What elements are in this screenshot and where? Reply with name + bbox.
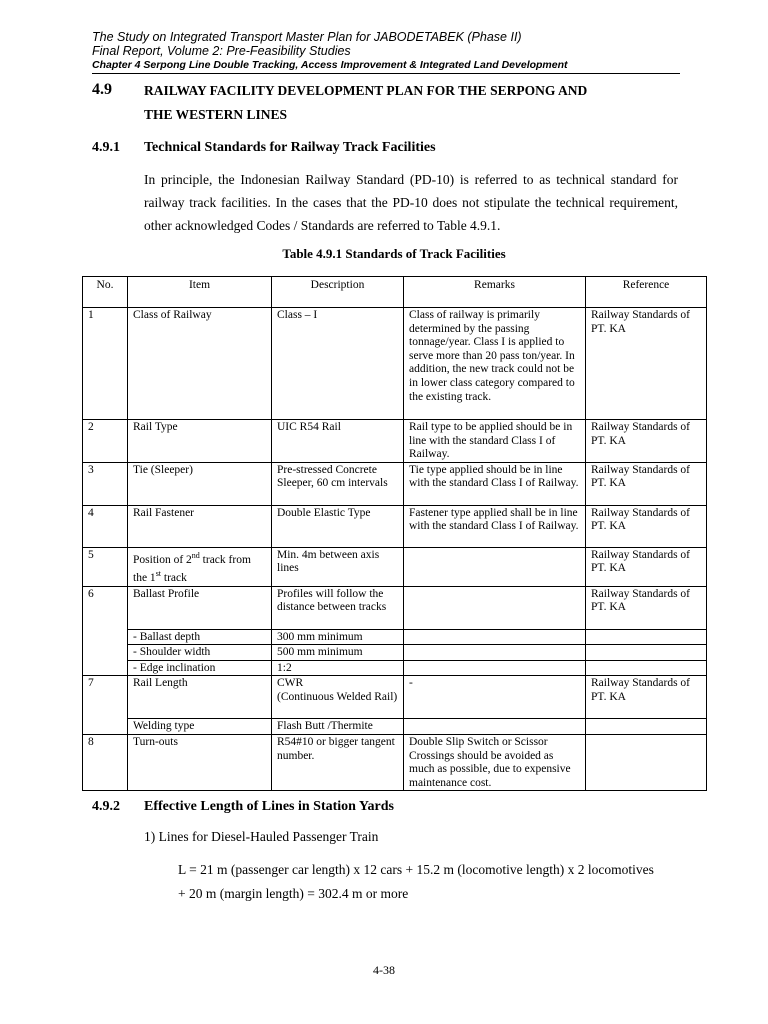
table-row [83, 586, 707, 629]
table-row [83, 420, 707, 463]
cell-remarks: Class of railway is primarily determined by the passing tonnage/year. Class I is applied to serve more than 20 pass ton/year. In addition, the new track could not be in lower class category compared to the existing track. [404, 308, 586, 420]
item-superscript: st [155, 569, 162, 579]
cell-remarks: - [404, 676, 586, 719]
length-formula [178, 858, 678, 906]
cell-reference: Railway Standards of PT. KA [586, 420, 707, 463]
cell-remarks [404, 645, 586, 661]
cell-item: - Edge inclination [128, 660, 272, 676]
header-no: No. [83, 277, 128, 308]
subsection-title: Technical Standards for Railway Track Facilities [144, 140, 436, 155]
header-item: Item [128, 277, 272, 308]
cell-reference [586, 719, 707, 735]
table-row [83, 547, 707, 586]
cell-item: Ballast Profile [128, 586, 272, 629]
cell-description: 500 mm minimum [272, 645, 404, 661]
cell-no: 1 [83, 308, 128, 420]
cell-description: CWR (Continuous Welded Rail) [272, 676, 404, 719]
formula-line-1: L = 21 m (passenger car length) x 12 cars + 15.2 m (locomotive length) x 2 locomotives [178, 862, 654, 877]
cell-item: Rail Fastener [128, 505, 272, 547]
item-text: track [161, 572, 187, 585]
cell-remarks [404, 629, 586, 645]
header-rule [92, 73, 680, 74]
cell-reference: Railway Standards of PT. KA [586, 547, 707, 586]
subsection-number: 4.9.1 [92, 140, 120, 155]
cell-description: Min. 4m between axis lines [272, 547, 404, 586]
table-caption: Table 4.9.1 Standards of Track Facilities [282, 246, 506, 261]
cell-reference: Railway Standards of PT. KA [586, 462, 707, 505]
cell-description: UIC R54 Rail [272, 420, 404, 463]
cell-item: Class of Railway [128, 308, 272, 420]
table-row [83, 719, 707, 735]
item-text: Position of 2 [133, 553, 192, 566]
cell-remarks [404, 719, 586, 735]
table-row [83, 462, 707, 505]
cell-remarks [404, 586, 586, 629]
table-row [83, 676, 707, 719]
cell-description: Pre-stressed Concrete Sleeper, 60 cm intervals [272, 462, 404, 505]
section-title [144, 79, 587, 127]
cell-description: Profiles will follow the distance between tracks [272, 586, 404, 629]
cell-no: 4 [83, 505, 128, 547]
cell-remarks: Double Slip Switch or Scissor Crossings should be avoided as much as possible, due to expensive maintenance cost. [404, 735, 586, 791]
cell-item [128, 547, 272, 586]
header-remarks: Remarks [404, 277, 586, 308]
item-superscript: nd [191, 550, 200, 560]
section-title-line-1: RAILWAY FACILITY DEVELOPMENT PLAN FOR THE SERPONG AND [144, 83, 588, 98]
cell-item: - Ballast depth [128, 629, 272, 645]
list-item: 1) Lines for Diesel-Hauled Passenger Train [144, 829, 379, 844]
table-row [83, 505, 707, 547]
cell-item: Rail Length [128, 676, 272, 719]
intro-paragraph: In principle, the Indonesian Railway Standard (PD-10) is referred to as technical standard for railway track facilities. In the cases that the PD-10 does not stipulate the technical requirement, other acknowledged Codes / Standards are referred to Table 4.9.1. [144, 172, 678, 233]
cell-reference [586, 629, 707, 645]
cell-item: Rail Type [128, 420, 272, 463]
cell-remarks: Fastener type applied shall be in line with the standard Class I of Railway. [404, 505, 586, 547]
cell-reference [586, 645, 707, 661]
cell-remarks [404, 660, 586, 676]
header-description: Description [272, 277, 404, 308]
cell-no: 6 [83, 586, 128, 676]
cell-item: Turn-outs [128, 735, 272, 791]
cell-reference [586, 660, 707, 676]
cell-description: 1:2 [272, 660, 404, 676]
table-row [83, 645, 707, 661]
cell-remarks [404, 547, 586, 586]
subsection-number: 4.9.2 [92, 799, 120, 814]
formula-line-2: + 20 m (margin length) = 302.4 m or more [178, 886, 409, 901]
cell-description: Class – I [272, 308, 404, 420]
cell-remarks: Tie type applied should be in line with the standard Class I of Railway. [404, 462, 586, 505]
cell-reference: Railway Standards of PT. KA [586, 505, 707, 547]
table-row [83, 629, 707, 645]
table-row [83, 308, 707, 420]
standards-table [82, 276, 707, 791]
cell-item: - Shoulder width [128, 645, 272, 661]
cell-no: 5 [83, 547, 128, 586]
cell-item: Welding type [128, 719, 272, 735]
table-header-row [83, 277, 707, 308]
cell-description: R54#10 or bigger tangent number. [272, 735, 404, 791]
cell-no: 7 [83, 676, 128, 735]
section-number: 4.9 [92, 81, 112, 98]
cell-description: Flash Butt /Thermite [272, 719, 404, 735]
cell-description: Double Elastic Type [272, 505, 404, 547]
page-number: 4-38 [373, 963, 395, 977]
cell-description: 300 mm minimum [272, 629, 404, 645]
item-text: track from the 1 [133, 553, 251, 585]
table-row [83, 735, 707, 791]
subsection-title: Effective Length of Lines in Station Yards [144, 799, 394, 814]
cell-item: Tie (Sleeper) [128, 462, 272, 505]
cell-reference: Railway Standards of PT. KA [586, 676, 707, 719]
section-title-line-2: THE WESTERN LINES [144, 107, 288, 122]
chapter-title: Chapter 4 Serpong Line Double Tracking, Access Improvement & Integrated Land Development [92, 59, 568, 71]
cell-reference: Railway Standards of PT. KA [586, 308, 707, 420]
table-row [83, 660, 707, 676]
report-volume: Final Report, Volume 2: Pre-Feasibility Studies [92, 44, 351, 58]
cell-reference: Railway Standards of PT. KA [586, 586, 707, 629]
cell-no: 3 [83, 462, 128, 505]
cell-reference [586, 735, 707, 791]
cell-no: 2 [83, 420, 128, 463]
report-title: The Study on Integrated Transport Master Plan for JABODETABEK (Phase II) [92, 30, 522, 44]
cell-no: 8 [83, 735, 128, 791]
header-reference: Reference [586, 277, 707, 308]
cell-remarks: Rail type to be applied should be in line with the standard Class I of Railway. [404, 420, 586, 463]
